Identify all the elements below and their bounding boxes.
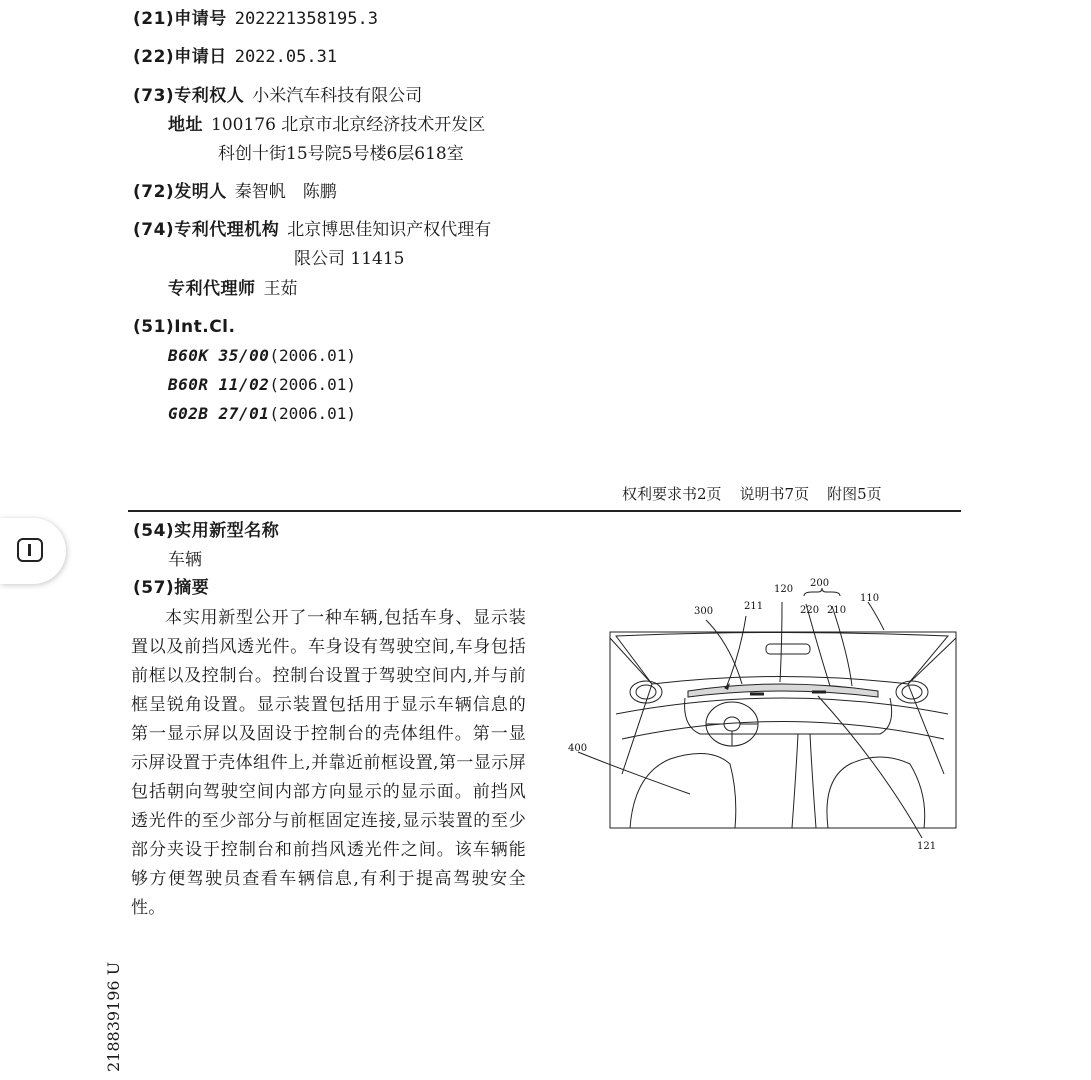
application-number-row xyxy=(133,8,378,30)
leader-220 xyxy=(806,604,830,686)
dashboard-lower xyxy=(622,722,944,740)
application-date: 2022.05.31 xyxy=(234,47,338,67)
brace-200 xyxy=(804,588,840,596)
abstract-text: 本实用新型公开了一种车辆,包括车身、显示装置以及前挡风透光件。车身设有驾驶空间,车身包括前框以及控制台。控制台设置于驾驶空间内,并与前框呈锐角设置。显示装置包括用于显示车辆信息的第一显示屏以及固设于控制台的壳体组件。第一显示屏设置于壳体组件上,并靠近前框设置,第一显示屏包括朝向驾驶空间内部方向显示的显示面。前挡风透光件的至少部分与前框固定连接,显示装置的至少部分夹设于控制台和前挡风透光件之间。该车辆能够方便驾驶员查看车辆信息,有利于提高驾驶安全性。 xyxy=(131,608,526,918)
intcl-entry xyxy=(168,345,356,367)
intcl-version: (2006.01) xyxy=(269,346,357,365)
left-pillar xyxy=(610,638,652,774)
agency-line2: 限公司 11415 xyxy=(294,249,405,269)
agency-label: (74)专利代理机构 xyxy=(133,220,280,240)
label-200: 200 xyxy=(810,578,830,589)
header-divider xyxy=(128,510,961,512)
application-date-label: (22)申请日 xyxy=(133,47,227,67)
intcl-code: B60R 11/02 xyxy=(168,375,270,394)
figure-frame xyxy=(610,632,956,828)
patentee: 小米汽车科技有限公司 xyxy=(252,86,423,106)
agent: 王茹 xyxy=(263,279,298,299)
rear-mirror xyxy=(766,644,810,654)
application-number-label: (21)申请号 xyxy=(133,9,227,29)
address-line2: 科创十街15号院5号楼6层618室 xyxy=(218,144,464,164)
agent-label: 专利代理师 xyxy=(168,279,256,299)
leader-110 xyxy=(868,602,884,630)
title-label: (54)实用新型名称 xyxy=(133,521,280,541)
agency-row xyxy=(133,219,491,241)
center-console-right xyxy=(810,734,816,828)
address-line1: 100176 北京市北京经济技术开发区 xyxy=(211,115,486,135)
leader-210 xyxy=(832,606,852,686)
driver-seat xyxy=(630,754,736,828)
left-side-mirror xyxy=(630,681,662,703)
abstract-figure xyxy=(560,574,960,863)
intcl-version: (2006.01) xyxy=(269,404,357,423)
agent-row xyxy=(168,278,298,300)
application-date-row xyxy=(133,46,337,68)
publication-number: 218839196 U xyxy=(104,961,123,1072)
leader-300 xyxy=(706,620,742,684)
page-counts xyxy=(622,484,882,504)
label-121: 121 xyxy=(917,841,937,852)
intcl-entry xyxy=(168,374,356,396)
label-120: 120 xyxy=(774,584,794,595)
leader-120 xyxy=(780,602,782,682)
inventors: 秦智帆 陈鹏 xyxy=(234,182,337,202)
address-label: 地址 xyxy=(168,115,203,135)
label-211: 211 xyxy=(744,601,764,612)
intcl-label: (51)Int.Cl. xyxy=(133,317,236,337)
patentee-row xyxy=(133,85,422,107)
agency-line1: 北京博思佳知识产权代理有 xyxy=(287,220,492,240)
console-housing xyxy=(685,698,892,734)
label-400: 400 xyxy=(568,743,588,754)
application-number: 202221358195.3 xyxy=(234,9,378,29)
center-console-left xyxy=(792,734,798,828)
description-pages: 说明书7页 xyxy=(739,485,810,503)
right-pillar xyxy=(908,638,956,774)
side-panel-button[interactable] xyxy=(0,518,66,584)
intcl-code: G02B 27/01 xyxy=(168,404,270,423)
vehicle-interior-drawing xyxy=(560,574,960,859)
drawings-pages: 附图5页 xyxy=(827,485,882,503)
right-side-mirror xyxy=(896,681,928,703)
label-300: 300 xyxy=(694,606,714,617)
label-110: 110 xyxy=(860,593,880,604)
leader-121 xyxy=(818,696,922,838)
inventor-label: (72)发明人 xyxy=(133,182,227,202)
display-screen xyxy=(688,684,878,697)
claims-pages: 权利要求书2页 xyxy=(622,485,722,503)
label-210: 210 xyxy=(827,605,847,616)
intcl-version: (2006.01) xyxy=(269,375,357,394)
dashboard-top xyxy=(616,698,948,714)
abstract-label: (57)摘要 xyxy=(133,578,210,598)
utility-model-title: 车辆 xyxy=(168,550,202,570)
inventor-row xyxy=(133,181,337,203)
intcl-entry xyxy=(168,403,356,425)
panel-icon xyxy=(17,538,43,562)
label-220: 220 xyxy=(800,605,820,616)
patentee-label: (73)专利权人 xyxy=(133,86,245,106)
intcl-code: B60K 35/00 xyxy=(168,346,270,365)
address-row xyxy=(168,114,485,136)
